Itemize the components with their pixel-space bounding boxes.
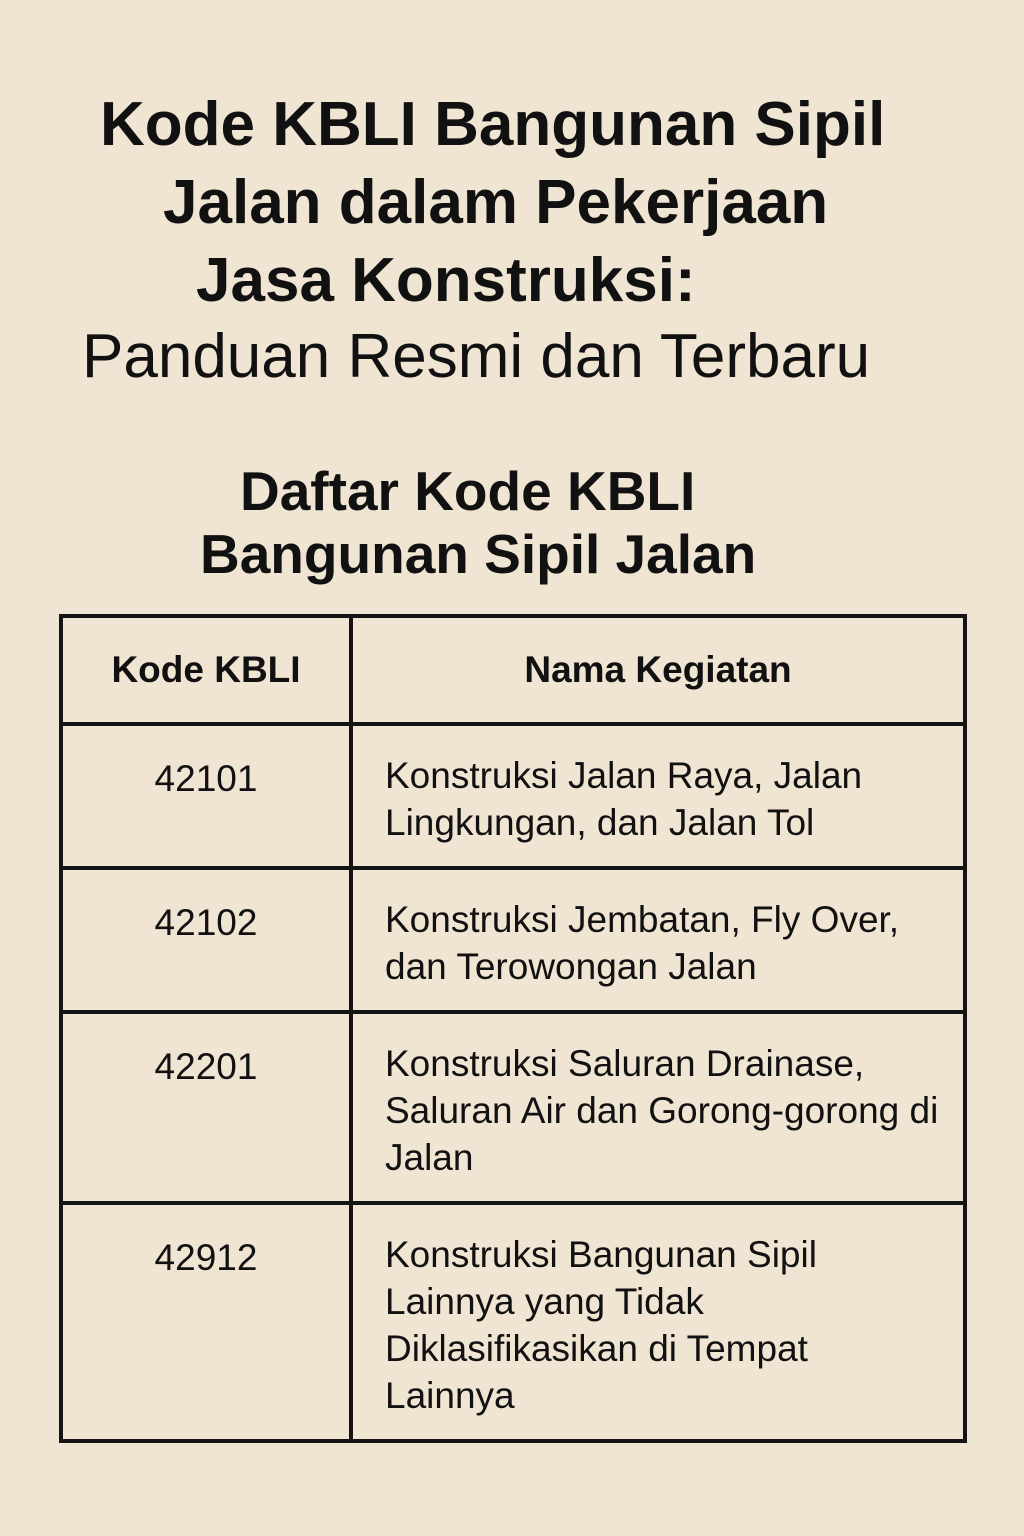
page-title-line-2: Jalan dalam Pekerjaan	[163, 168, 829, 237]
header-kode-kbli: Kode KBLI	[61, 616, 351, 724]
table-row	[61, 1203, 965, 1441]
kbli-code: 42102	[61, 868, 351, 1012]
kbli-code: 42912	[61, 1203, 351, 1441]
kbli-table	[59, 614, 967, 1443]
kbli-code: 42201	[61, 1012, 351, 1203]
table-row	[61, 724, 965, 868]
page-title-line-1: Kode KBLI Bangunan Sipil	[100, 90, 886, 159]
activity-name: Konstruksi Bangunan Sipil Lainnya yang Tidak Diklasifikasikan di Tempat Lainnya	[351, 1203, 965, 1441]
activity-name: Konstruksi Jembatan, Fly Over, dan Terowongan Jalan	[351, 868, 965, 1012]
page-title-line-3: Jasa Konstruksi:	[196, 246, 696, 315]
table-row	[61, 868, 965, 1012]
header-nama-kegiatan: Nama Kegiatan	[351, 616, 965, 724]
section-heading-line-2: Bangunan Sipil Jalan	[200, 523, 757, 585]
activity-name: Konstruksi Jalan Raya, Jalan Lingkungan, dan Jalan Tol	[351, 724, 965, 868]
kbli-code: 42101	[61, 724, 351, 868]
section-heading-line-1: Daftar Kode KBLI	[240, 460, 696, 522]
table-header-row	[61, 616, 965, 724]
page-subtitle: Panduan Resmi dan Terbaru	[82, 322, 871, 391]
activity-name: Konstruksi Saluran Drainase, Saluran Air dan Gorong-gorong di Jalan	[351, 1012, 965, 1203]
table-row	[61, 1012, 965, 1203]
